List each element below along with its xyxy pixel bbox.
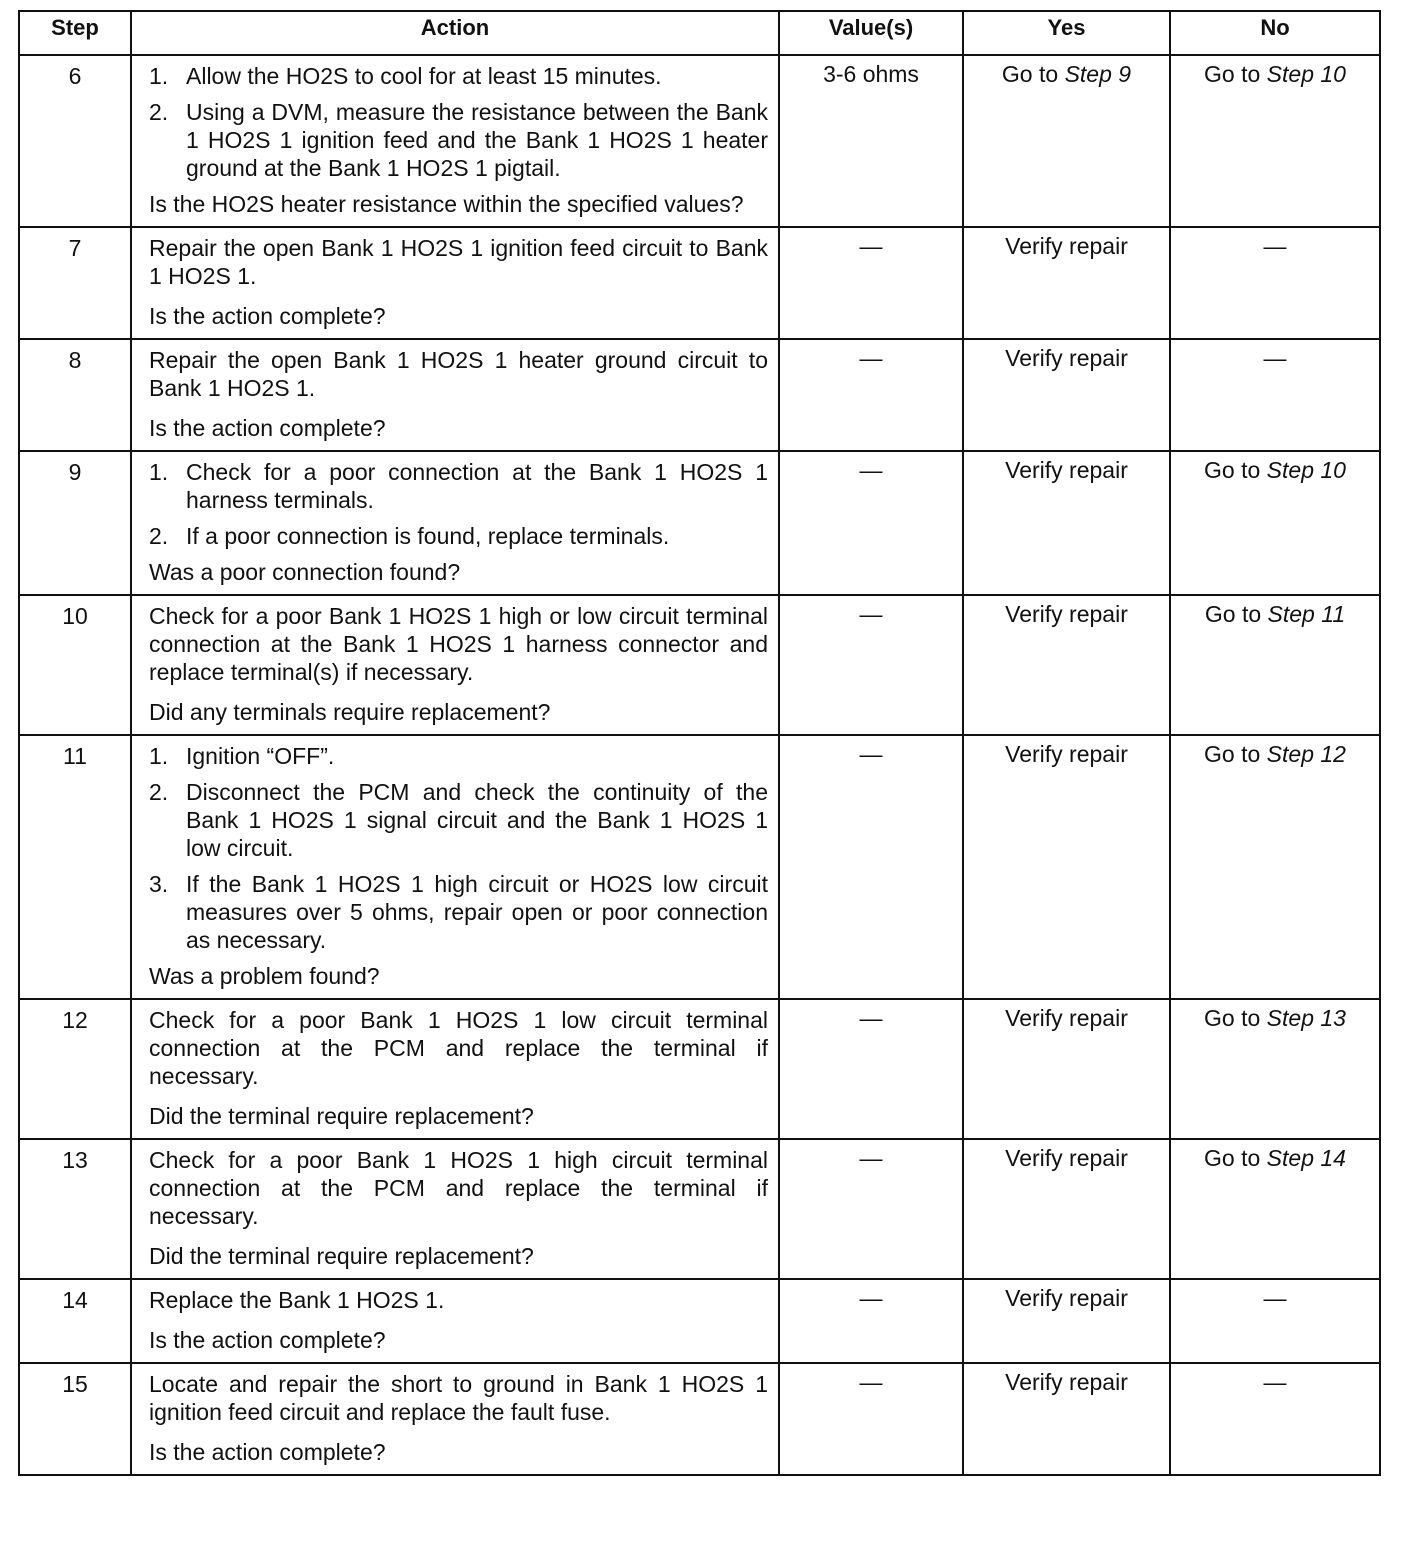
table-body bbox=[19, 55, 1380, 1475]
action-cell bbox=[131, 595, 779, 735]
yes-text: Verify repair bbox=[1005, 1285, 1128, 1311]
step-number: 10 bbox=[19, 595, 131, 735]
yes-text: Go to bbox=[1001, 61, 1065, 87]
action-text: Locate and repair the short to ground in Bank 1 HO2S 1 ignition feed circuit and replace the fault fuse. bbox=[149, 1371, 768, 1425]
step-number: 6 bbox=[19, 55, 131, 227]
action-question: Is the action complete? bbox=[149, 1327, 386, 1353]
no-step-ref: Step 12 bbox=[1266, 741, 1346, 767]
yes-text: Verify repair bbox=[1005, 601, 1128, 627]
substep-text: Check for a poor connection at the Bank 1 HO2S 1 harness terminals. bbox=[186, 459, 768, 513]
yes-cell bbox=[963, 735, 1170, 999]
no-cell bbox=[1170, 1279, 1380, 1363]
value-cell: — bbox=[779, 1279, 963, 1363]
substep-item bbox=[149, 742, 768, 770]
no-cell bbox=[1170, 595, 1380, 735]
yes-cell bbox=[963, 1363, 1170, 1475]
no-cell bbox=[1170, 735, 1380, 999]
substep-text: Allow the HO2S to cool for at least 15 minutes. bbox=[186, 63, 662, 89]
action-question: Is the action complete? bbox=[149, 1439, 386, 1465]
substep-item bbox=[149, 458, 768, 514]
header-step: Step bbox=[19, 11, 131, 55]
no-text: Go to bbox=[1204, 457, 1267, 483]
action-question: Is the action complete? bbox=[149, 303, 386, 329]
substep-text: If a poor connection is found, replace terminals. bbox=[186, 523, 670, 549]
action-text: Check for a poor Bank 1 HO2S 1 high or low circuit terminal connection at the Bank 1 HO2S 1 harness connector and replace terminal(s) if necessary. bbox=[149, 603, 768, 685]
action-text: Repair the open Bank 1 HO2S 1 ignition feed circuit to Bank 1 HO2S 1. bbox=[149, 235, 768, 289]
value-cell: — bbox=[779, 999, 963, 1139]
step-number: 7 bbox=[19, 227, 131, 339]
no-step-ref: Step 11 bbox=[1267, 601, 1346, 627]
step-number: 14 bbox=[19, 1279, 131, 1363]
yes-cell bbox=[963, 339, 1170, 451]
step-number: 11 bbox=[19, 735, 131, 999]
diagnostic-table bbox=[18, 10, 1381, 1476]
action-cell bbox=[131, 451, 779, 595]
no-cell bbox=[1170, 55, 1380, 227]
yes-text: Verify repair bbox=[1005, 233, 1128, 259]
yes-cell bbox=[963, 1139, 1170, 1279]
yes-cell bbox=[963, 227, 1170, 339]
yes-text: Verify repair bbox=[1005, 741, 1128, 767]
substep-text: Ignition “OFF”. bbox=[186, 743, 335, 769]
substep-number: 3. bbox=[149, 871, 169, 897]
step-number: 9 bbox=[19, 451, 131, 595]
no-cell bbox=[1170, 227, 1380, 339]
no-text: — bbox=[1263, 1369, 1287, 1395]
header-values: Value(s) bbox=[779, 11, 963, 55]
substep-number: 1. bbox=[149, 63, 169, 89]
action-text: Check for a poor Bank 1 HO2S 1 high circuit terminal connection at the PCM and replace the terminal if necessary. bbox=[149, 1147, 768, 1229]
table-row bbox=[19, 1139, 1380, 1279]
no-text: Go to bbox=[1204, 741, 1267, 767]
action-text: Check for a poor Bank 1 HO2S 1 low circuit terminal connection at the PCM and replace the terminal if necessary. bbox=[149, 1007, 768, 1089]
yes-cell bbox=[963, 595, 1170, 735]
yes-text: Verify repair bbox=[1005, 1005, 1128, 1031]
substep-text: Using a DVM, measure the resistance between the Bank 1 HO2S 1 ignition feed and the Bank 1 HO2S 1 heater ground at the Bank 1 HO2S 1 pigtail. bbox=[186, 99, 768, 181]
step-number: 15 bbox=[19, 1363, 131, 1475]
action-question: Is the HO2S heater resistance within the specified values? bbox=[149, 191, 744, 217]
value-cell: — bbox=[779, 339, 963, 451]
action-cell bbox=[131, 1139, 779, 1279]
no-text: — bbox=[1263, 1285, 1287, 1311]
substep-number: 1. bbox=[149, 459, 169, 485]
yes-cell bbox=[963, 999, 1170, 1139]
no-text: Go to bbox=[1204, 61, 1267, 87]
yes-cell bbox=[963, 451, 1170, 595]
no-step-ref: Step 10 bbox=[1266, 61, 1346, 87]
substep-text: If the Bank 1 HO2S 1 high circuit or HO2S low circuit measures over 5 ohms, repair open or poor connection as necessary. bbox=[186, 871, 768, 953]
table-row bbox=[19, 1363, 1380, 1475]
table-row bbox=[19, 55, 1380, 227]
substep-number: 2. bbox=[149, 523, 169, 549]
table-row bbox=[19, 999, 1380, 1139]
no-step-ref: Step 14 bbox=[1266, 1145, 1346, 1171]
header-no: No bbox=[1170, 11, 1380, 55]
value-cell: — bbox=[779, 595, 963, 735]
yes-text: Verify repair bbox=[1005, 457, 1128, 483]
no-step-ref: Step 10 bbox=[1266, 457, 1346, 483]
no-cell bbox=[1170, 999, 1380, 1139]
yes-text: Verify repair bbox=[1005, 1369, 1128, 1395]
no-cell bbox=[1170, 339, 1380, 451]
header-yes: Yes bbox=[963, 11, 1170, 55]
table-row bbox=[19, 1279, 1380, 1363]
step-number: 8 bbox=[19, 339, 131, 451]
no-cell bbox=[1170, 451, 1380, 595]
action-cell bbox=[131, 999, 779, 1139]
substep-item bbox=[149, 870, 768, 954]
no-text: — bbox=[1263, 345, 1287, 371]
table-row bbox=[19, 227, 1380, 339]
action-question: Did the terminal require replacement? bbox=[149, 1243, 534, 1269]
value-cell: — bbox=[779, 1363, 963, 1475]
step-number: 13 bbox=[19, 1139, 131, 1279]
no-text: Go to bbox=[1204, 1145, 1267, 1171]
action-cell bbox=[131, 227, 779, 339]
substep-item bbox=[149, 522, 768, 550]
value-cell: — bbox=[779, 227, 963, 339]
table-row bbox=[19, 595, 1380, 735]
no-text: Go to bbox=[1204, 1005, 1267, 1031]
action-cell bbox=[131, 735, 779, 999]
step-number: 12 bbox=[19, 999, 131, 1139]
no-step-ref: Step 13 bbox=[1266, 1005, 1346, 1031]
header-action: Action bbox=[131, 11, 779, 55]
value-cell: 3-6 ohms bbox=[779, 55, 963, 227]
yes-text: Verify repair bbox=[1005, 345, 1128, 371]
yes-step-ref: Step 9 bbox=[1064, 61, 1132, 87]
header-row bbox=[19, 11, 1380, 55]
action-text: Repair the open Bank 1 HO2S 1 heater ground circuit to Bank 1 HO2S 1. bbox=[149, 347, 768, 401]
action-cell bbox=[131, 1363, 779, 1475]
action-question: Was a poor connection found? bbox=[149, 559, 461, 585]
table-row bbox=[19, 451, 1380, 595]
value-cell: — bbox=[779, 1139, 963, 1279]
action-question: Did any terminals require replacement? bbox=[149, 699, 551, 725]
action-text: Replace the Bank 1 HO2S 1. bbox=[149, 1287, 445, 1313]
substep-item bbox=[149, 98, 768, 182]
substep-number: 1. bbox=[149, 743, 169, 769]
no-text: — bbox=[1263, 233, 1287, 259]
table-row bbox=[19, 735, 1380, 999]
no-cell bbox=[1170, 1139, 1380, 1279]
substep-item bbox=[149, 778, 768, 862]
action-question: Did the terminal require replacement? bbox=[149, 1103, 534, 1129]
value-cell: — bbox=[779, 735, 963, 999]
value-cell: — bbox=[779, 451, 963, 595]
table-row bbox=[19, 339, 1380, 451]
action-cell bbox=[131, 339, 779, 451]
action-cell bbox=[131, 1279, 779, 1363]
action-cell bbox=[131, 55, 779, 227]
yes-cell bbox=[963, 1279, 1170, 1363]
yes-text: Verify repair bbox=[1005, 1145, 1128, 1171]
yes-cell bbox=[963, 55, 1170, 227]
no-text: Go to bbox=[1204, 601, 1268, 627]
no-cell bbox=[1170, 1363, 1380, 1475]
substep-number: 2. bbox=[149, 99, 169, 125]
action-question: Was a problem found? bbox=[149, 963, 380, 989]
substep-item bbox=[149, 62, 768, 90]
substep-text: Disconnect the PCM and check the continuity of the Bank 1 HO2S 1 signal circuit and the Bank 1 HO2S 1 low circuit. bbox=[186, 779, 768, 861]
substep-number: 2. bbox=[149, 779, 169, 805]
action-question: Is the action complete? bbox=[149, 415, 386, 441]
